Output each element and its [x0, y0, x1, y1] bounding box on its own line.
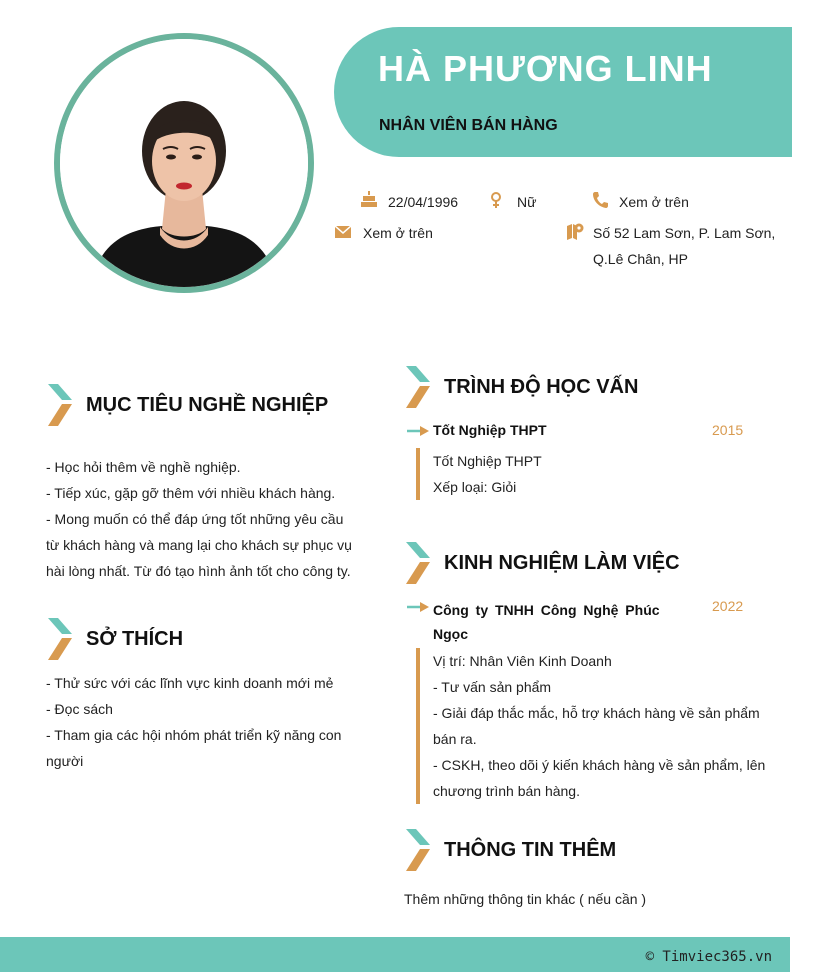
objective-line: hài lòng nhất. Từ đó tạo hình ảnh tốt cho công ty.: [46, 563, 351, 579]
hobbies-text: [46, 670, 354, 774]
education-item-title: Tốt Nghiệp THPT: [433, 422, 547, 438]
education-bar: [416, 448, 420, 500]
candidate-name: HÀ PHƯƠNG LINH: [378, 48, 713, 89]
phone-icon: [592, 191, 608, 208]
chevron-logo-icon: [48, 384, 76, 428]
education-title: TRÌNH ĐỘ HỌC VẤN: [444, 376, 639, 398]
experience-line: chương trình bán hàng.: [433, 783, 580, 799]
chevron-logo-icon: [406, 829, 434, 873]
hobby-line: - Đọc sách: [46, 701, 113, 717]
objective-title: MỤC TIÊU NGHỀ NGHIỆP: [86, 394, 329, 416]
hobbies-title: SỞ THÍCH: [86, 628, 184, 650]
portrait-image: [60, 39, 308, 287]
birthday-cake-icon: [360, 190, 378, 208]
objective-line: từ khách hàng và mang lại cho khách sự phục vụ: [46, 537, 352, 553]
email-value: Xem ở trên: [363, 225, 433, 241]
chevron-logo-icon: [48, 618, 76, 662]
additional-title: THÔNG TIN THÊM: [444, 839, 617, 861]
education-line: Tốt Nghiệp THPT: [433, 453, 542, 469]
address-line1: Số 52 Lam Sơn, P. Lam Sơn,: [593, 225, 776, 241]
experience-year: 2022: [712, 598, 744, 614]
experience-company-line2: Ngọc: [433, 626, 468, 642]
name-banner: [334, 27, 792, 157]
experience-title: KINH NGHIỆM LÀM VIỆC: [444, 552, 680, 574]
hobby-line: - Tham gia các hội nhóm phát triển kỹ năng con: [46, 727, 342, 743]
objective-text: [46, 454, 354, 584]
email-icon: [335, 225, 351, 237]
education-details: [433, 448, 773, 500]
job-title: NHÂN VIÊN BÁN HÀNG: [379, 117, 558, 134]
experience-details: [433, 648, 773, 804]
experience-line: bán ra.: [433, 731, 477, 747]
hobby-line: - Thử sức với các lĩnh vực kinh doanh mới mẻ: [46, 675, 334, 691]
experience-item-title: [433, 598, 660, 646]
chevron-logo-icon: [406, 366, 434, 410]
arrow-bullet-icon: [407, 600, 429, 612]
address-line2: Q.Lê Chân, HP: [593, 251, 688, 267]
experience-line: - Giải đáp thắc mắc, hỗ trợ khách hàng về sản phẩm: [433, 705, 760, 721]
phone-value: Xem ở trên: [619, 194, 689, 210]
experience-company-line1: Công ty TNHH Công Nghệ Phúc: [433, 602, 660, 618]
education-year: 2015: [712, 422, 744, 438]
education-line: Xếp loại: Giỏi: [433, 479, 517, 495]
experience-line: - CSKH, theo dõi ý kiến khách hàng về sản phẩm, lên: [433, 757, 766, 773]
arrow-bullet-icon: [407, 424, 429, 436]
gender-icon: [488, 191, 504, 209]
additional-text: Thêm những thông tin khác ( nếu cần ): [404, 891, 647, 907]
objective-line: - Học hỏi thêm về nghề nghiệp.: [46, 459, 241, 475]
footer-copyright: © Timviec365.vn: [645, 949, 772, 965]
profile-photo: [54, 33, 314, 293]
experience-line: - Tư vấn sản phẩm: [433, 679, 552, 695]
objective-line: - Tiếp xúc, gặp gỡ thêm với nhiều khách hàng.: [46, 485, 336, 501]
experience-line: Vị trí: Nhân Viên Kinh Doanh: [433, 653, 612, 669]
chevron-logo-icon: [406, 542, 434, 586]
birthday-value: 22/04/1996: [388, 194, 459, 210]
gender-value: Nữ: [517, 194, 537, 210]
experience-bar: [416, 648, 420, 804]
objective-line: - Mong muốn có thể đáp ứng tốt những yêu cầu: [46, 511, 344, 527]
map-pin-icon: [566, 222, 584, 240]
hobby-line: người: [46, 753, 84, 769]
